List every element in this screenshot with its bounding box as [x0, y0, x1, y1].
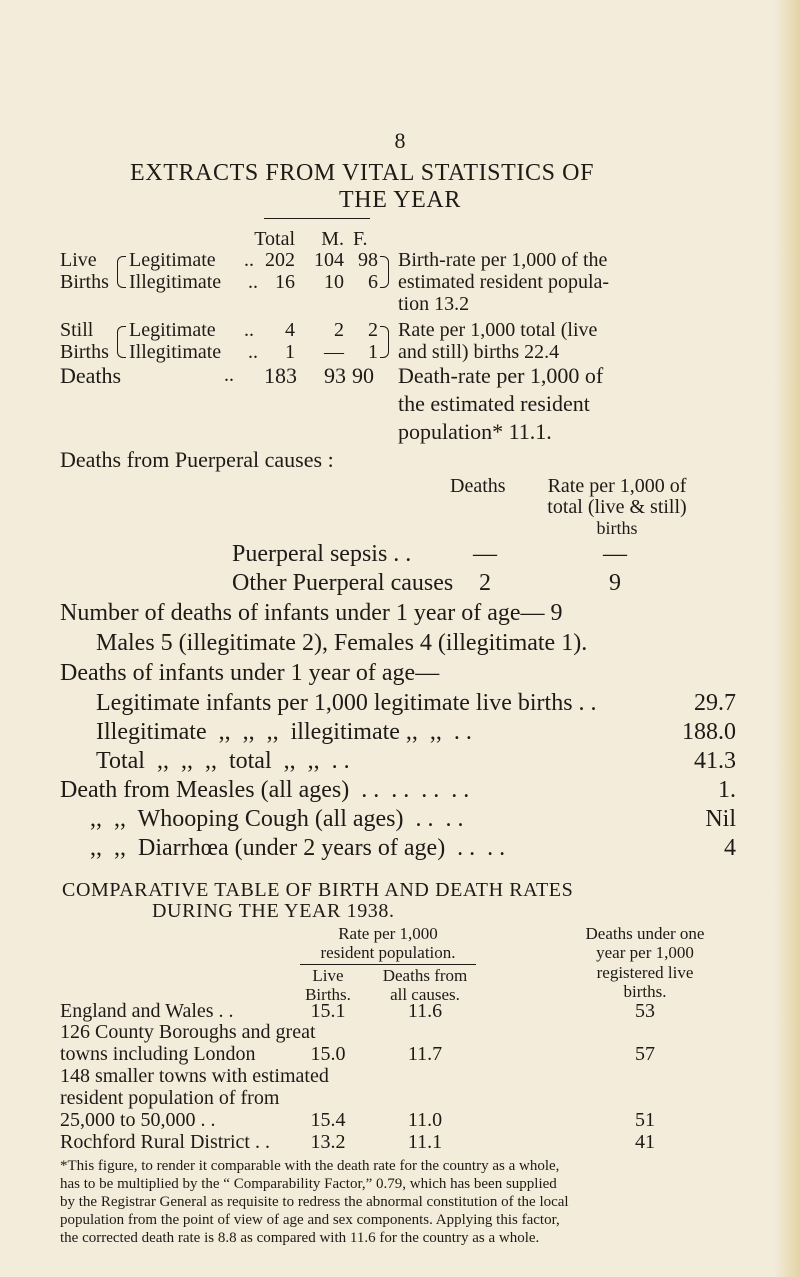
birth-rate-note: Birth-rate per 1,000 of the	[398, 249, 608, 271]
page-heading: EXTRACTS FROM VITAL STATISTICS OF	[130, 160, 595, 186]
cell-f: 6	[368, 271, 378, 293]
head-deaths: Deaths from	[382, 966, 468, 985]
cell-total: 202	[265, 249, 295, 271]
group-label: Live	[60, 249, 97, 271]
puerperal-title: Deaths from Puerperal causes :	[60, 447, 334, 472]
puerperal-rate: —	[603, 541, 627, 567]
cell-f: 2	[368, 319, 378, 341]
leader-dots: ..	[248, 341, 258, 363]
head-infant: Deaths under one	[585, 924, 705, 943]
area-label: 25,000 to 50,000 . .	[60, 1109, 216, 1131]
cause-of-death-value: Nil	[705, 806, 736, 832]
row-label: Illegitimate	[129, 341, 222, 363]
puerperal-row-label: Puerperal sepsis . .	[232, 541, 412, 567]
live-birth-rate: 15.1	[310, 1000, 346, 1022]
page-number: 8	[394, 128, 406, 153]
puerperal-deaths: 2	[479, 570, 491, 596]
puerperal-col-rate: births	[596, 518, 638, 538]
cell-f: 90	[352, 363, 374, 388]
col-header-m: M.	[321, 228, 344, 250]
right-brace	[380, 256, 389, 288]
cell-m: 104	[314, 249, 344, 271]
cell-m: —	[324, 341, 344, 363]
infant-death-rate: 51	[635, 1109, 655, 1131]
area-label: England and Wales . .	[60, 1000, 234, 1022]
head-rate: Rate per 1,000	[338, 924, 438, 943]
area-label: 148 smaller towns with estimated	[60, 1065, 329, 1087]
row-label: Illegitimate	[129, 271, 222, 293]
cause-of-death-value: 4	[724, 835, 736, 861]
infant-rate-label: Illegitimate ,, ,, ,, illegitimate ,, ,, . .	[96, 719, 472, 745]
puerperal-col-rate: Rate per 1,000 of	[547, 475, 687, 497]
area-label: resident population of from	[60, 1087, 280, 1109]
area-label: towns including London	[60, 1043, 256, 1065]
infant-deaths-total: Number of deaths of infants under 1 year of age— 9	[60, 600, 563, 626]
death-rate: 11.7	[407, 1043, 443, 1065]
cell-m: 93	[324, 363, 346, 388]
still-rate-note: Rate per 1,000 total (live	[398, 319, 598, 341]
live-birth-rate: 15.0	[310, 1043, 346, 1065]
cause-of-death-label: ,, ,, Whooping Cough (all ages) . . . .	[90, 806, 464, 832]
live-birth-rate: 15.4	[310, 1109, 346, 1131]
live-birth-rate: 13.2	[310, 1131, 346, 1153]
right-brace	[380, 326, 389, 358]
cause-of-death-value: 1.	[718, 777, 736, 803]
infant-rate-value: 41.3	[694, 748, 736, 774]
head-infant: year per 1,000	[596, 943, 694, 962]
footnote-line: by the Registrar General as requisite to redress the abnormal constitution of the local	[60, 1194, 569, 1210]
head-infant: births.	[623, 982, 667, 1001]
deaths-label: Deaths	[60, 363, 122, 388]
cell-f: 1	[368, 341, 378, 363]
page-heading-line2: THE YEAR	[339, 187, 461, 213]
footnote-line: the corrected death rate is 8.8 as compared with 11.6 for the country as a whole.	[60, 1230, 540, 1246]
death-rate: 11.0	[407, 1109, 443, 1131]
infant-rate-value: 29.7	[694, 690, 736, 716]
infant-rate-value: 188.0	[682, 719, 736, 745]
left-brace	[117, 326, 126, 358]
leader-dots: ..	[244, 319, 254, 341]
puerperal-rate: 9	[609, 570, 621, 596]
death-rate: 11.1	[407, 1131, 443, 1153]
birth-rate-note: tion 13.2	[398, 293, 470, 315]
infant-deaths-heading: Deaths of infants under 1 year of age—	[60, 660, 440, 686]
death-rate-note: the estimated resident	[398, 391, 590, 416]
cell-total: 16	[275, 271, 295, 293]
cell-total: 4	[285, 319, 295, 341]
row-label: Legitimate	[129, 249, 216, 271]
head-deaths: all causes.	[390, 985, 460, 1004]
group-label: Still	[60, 319, 94, 341]
cell-total: 1	[285, 341, 295, 363]
comparative-title: COMPARATIVE TABLE OF BIRTH AND DEATH RATES	[62, 879, 574, 901]
cell-f: 98	[358, 249, 378, 271]
puerperal-col-rate: total (live & still)	[547, 496, 687, 518]
head-rule	[300, 964, 476, 965]
death-rate-note: Death-rate per 1,000 of	[398, 363, 604, 388]
footnote-line: has to be multiplied by the “ Comparability Factor,” 0.79, which has been supplied	[60, 1176, 557, 1192]
infant-rate-label: Legitimate infants per 1,000 legitimate live births . .	[96, 690, 597, 716]
comparative-title-line2: DURING THE YEAR 1938.	[152, 900, 395, 922]
infant-death-rate: 41	[635, 1131, 655, 1153]
area-label: 126 County Boroughs and great	[60, 1021, 316, 1043]
puerperal-row-label: Other Puerperal causes	[232, 570, 454, 596]
leader-dots: ..	[224, 364, 234, 386]
cause-of-death-label: ,, ,, Diarrhœa (under 2 years of age) . . . .	[90, 835, 506, 861]
area-label: Rochford Rural District . .	[60, 1131, 270, 1153]
death-rate: 11.6	[407, 1000, 443, 1022]
col-header-f: F.	[353, 228, 368, 250]
cause-of-death-label: Death from Measles (all ages) . . . . . . . .	[60, 777, 470, 803]
still-rate-note: and still) births 22.4	[398, 341, 560, 363]
head-live: Live	[312, 966, 344, 985]
puerperal-col-deaths: Deaths	[450, 475, 506, 497]
death-rate-note: population* 11.1.	[398, 419, 552, 444]
row-label: Legitimate	[129, 319, 216, 341]
cell-m: 10	[324, 271, 344, 293]
leader-dots: ..	[244, 249, 254, 271]
puerperal-deaths: —	[473, 541, 497, 567]
footnote-line: *This figure, to render it comparable with the death rate for the country as a whole,	[60, 1158, 560, 1174]
cell-total: 183	[264, 363, 297, 388]
infant-death-rate: 53	[635, 1000, 655, 1022]
left-brace	[117, 256, 126, 288]
head-infant: registered live	[596, 963, 694, 982]
birth-rate-note: estimated resident popula-	[398, 271, 610, 293]
cell-m: 2	[334, 319, 344, 341]
infant-rate-label: Total ,, ,, ,, total ,, ,, . .	[96, 748, 350, 774]
group-label: Births	[60, 341, 109, 363]
infant-deaths-by-sex: Males 5 (illegitimate 2), Females 4 (illegitimate 1).	[96, 630, 588, 656]
group-label: Births	[60, 271, 109, 293]
footnote-line: population from the point of view of age and sex components. Applying this factor,	[60, 1212, 560, 1228]
leader-dots: ..	[248, 271, 258, 293]
col-header-total: Total	[254, 228, 295, 250]
infant-death-rate: 57	[635, 1043, 655, 1065]
header-rule	[264, 218, 370, 219]
head-rate: resident population.	[320, 943, 456, 962]
head-live: Births.	[305, 985, 351, 1004]
